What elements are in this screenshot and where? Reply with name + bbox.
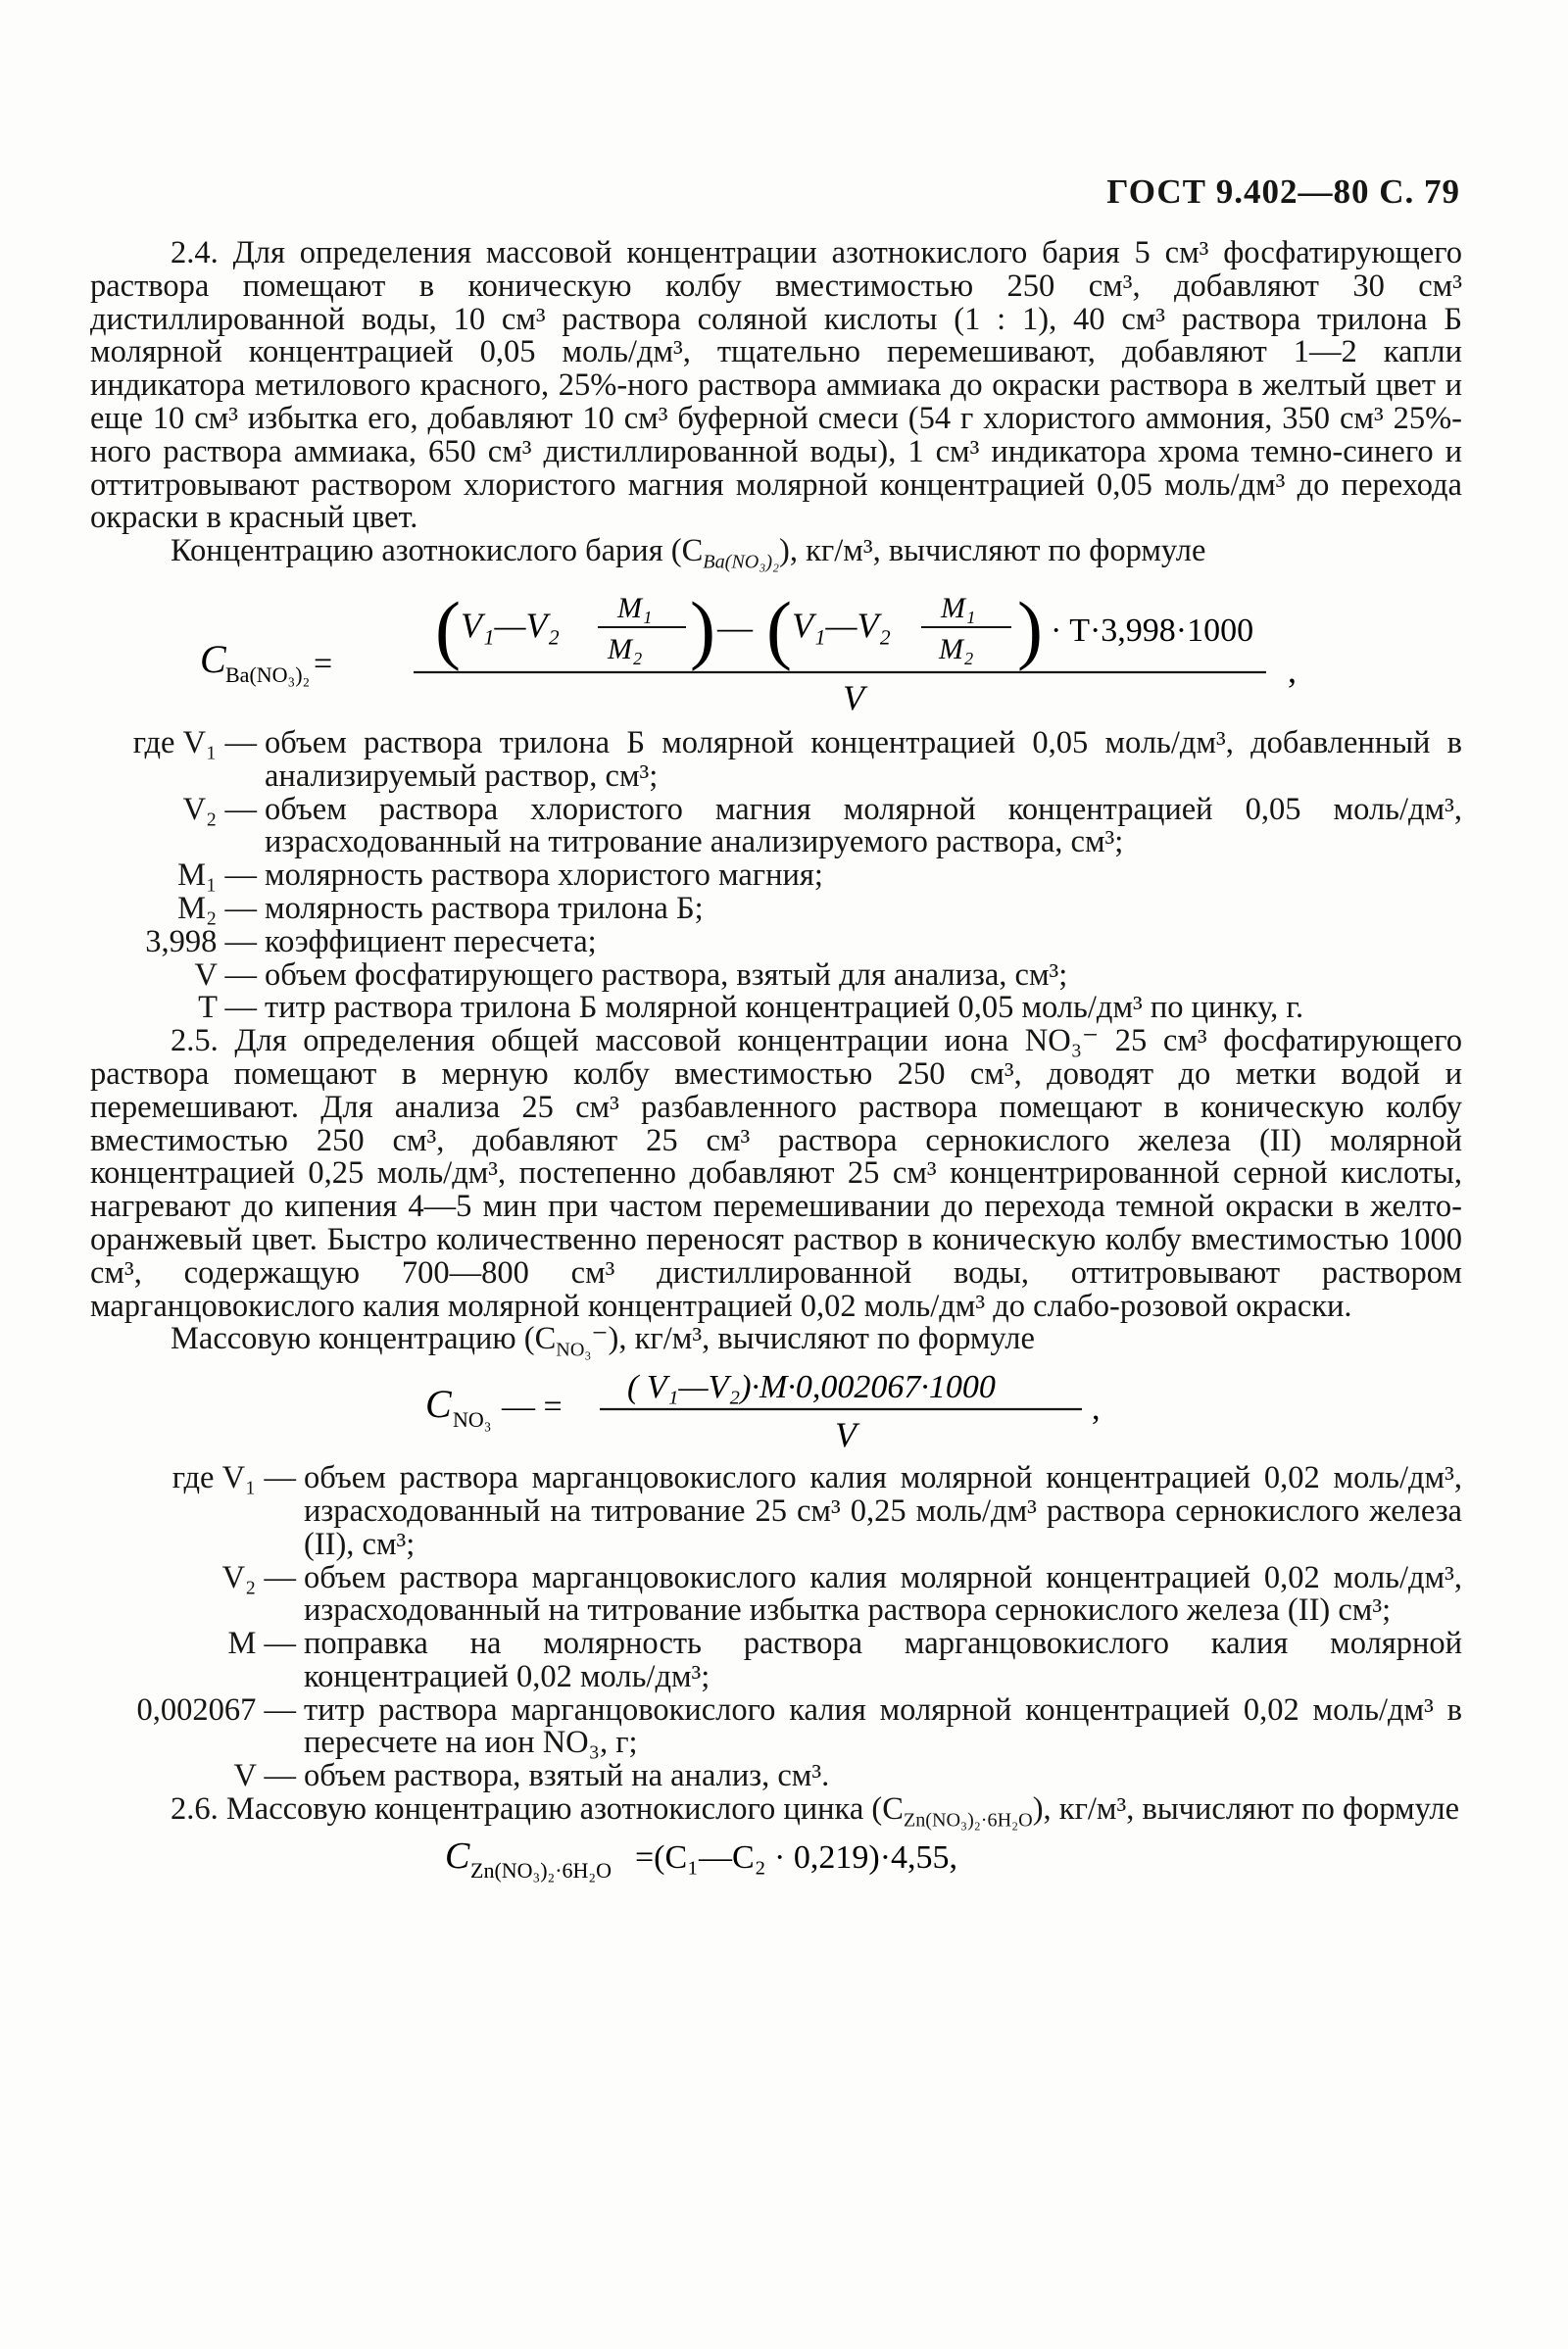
definition-row	[90, 1462, 1462, 1561]
formula-rhs: =(C₁—C₂ · 0,219)·4,55,	[635, 1838, 958, 1876]
definition-label: M₁ —	[177, 857, 257, 894]
section-2-5-formula-intro	[90, 1321, 1462, 1361]
page-header: ГОСТ 9.402—80 С. 79	[1106, 172, 1460, 211]
formula-comma: ,	[1092, 1391, 1101, 1428]
formula-lhs: C	[200, 636, 226, 681]
formula-m1b: M₁	[941, 591, 976, 624]
formula-v1-v2: V₁—V₂	[461, 605, 561, 645]
definition-row	[90, 956, 1462, 993]
section-2-6-subscript: Zn(NO₃)₂·6H₂O	[903, 1809, 1033, 1832]
section-2-4-paragraph: 2.4. Для определения массовой концентрации азотнокислого бария 5 см³ фосфатирующего раствора помещают в коническую колбу вместимостью 250 см³, добавляют 30 см³ дистиллированной воды, 10 см³ раствора соляной кислоты (1 : 1), 40 см³ раствора трилона Б молярной концентрацией 0,05 моль/дм³, тщательно перемешивают, добавляют 1—2 капли индикатора метилового красного, 25%-ного раствора аммиака до окраски раствора в желтый цвет и еще 10 см³ избытка его, добавляют 10 см³ буферной смеси (54 г хлористого аммония, 350 см³ 25%-ного раствора аммиака, 650 см³ дистиллированной воды), 1 см³ индикатора хрома темно-синего и оттитровывают раствором хлористого магния молярной концентрацией 0,05 моль/дм³ до перехода окраски в красный цвет.	[90, 235, 1462, 536]
definition-label: где V₁ —	[132, 724, 257, 760]
formula-numerator: ( V₁—V₂)·M·0,002067·1000	[627, 1369, 996, 1406]
formula-intro-text: Массовую концентрацию (C	[171, 1321, 557, 1357]
formula-barium-nitrate-svg	[90, 576, 1462, 723]
definition-label: 0,002067 —	[136, 1691, 296, 1728]
formula-lhs: C	[425, 1382, 452, 1427]
paren-left-1: (	[435, 585, 461, 671]
definition-row	[90, 992, 1462, 1025]
formula-numerator-tail: · T·3,998·1000	[1051, 612, 1254, 649]
formula-equals: =	[314, 645, 333, 682]
definition-text: объем раствора марганцовокислого калия молярной концентрацией 0,02 моль/дм³, израсходованный на титрование избытка раствора сернокислого железа (II) см³;	[304, 1559, 1462, 1629]
definition-text: коэффициент пересчета;	[265, 923, 597, 959]
definition-row	[90, 890, 1462, 926]
paren-right-2: )	[1017, 585, 1043, 671]
formula-minus: —	[717, 607, 753, 647]
formula-denominator: V	[843, 677, 864, 717]
definition-label: M₂ —	[177, 890, 257, 926]
section-2-6-text: 2.6. Массовую концентрацию азотнокислого цинка (C	[171, 1791, 904, 1828]
section-2-6-text-tail: ), кг/м³, вычисляют по формуле	[1032, 1791, 1460, 1828]
definition-text: объем раствора трилона Б молярной концентрацией 0,05 моль/дм³, добавленный в анализируемый раствор, см³;	[265, 724, 1462, 794]
definition-text: молярность раствора хлористого магния;	[265, 857, 823, 894]
definition-text: объем раствора, взятый на анализ, см³.	[304, 1758, 830, 1794]
formula-intro-text: Концентрацию азотнокислого бария (C	[171, 533, 704, 569]
formula-barium-nitrate	[90, 576, 1462, 723]
formula-lhs-subscript: NO₃	[453, 1407, 492, 1433]
definition-text: молярность раствора трилона Б;	[265, 890, 704, 926]
definition-label: V₂ —	[221, 1559, 296, 1595]
definition-row	[90, 1691, 1462, 1761]
formula-lhs: C	[445, 1835, 470, 1877]
definition-label: V —	[194, 956, 257, 993]
section-2-6-paragraph	[90, 1791, 1462, 1832]
paren-left-2: (	[766, 585, 792, 671]
definition-text: объем фосфатирующего раствора, взятый для анализа, см³;	[265, 956, 1068, 993]
formula-intro-subscript: NO₃	[556, 1339, 592, 1361]
definition-label: M —	[227, 1626, 296, 1662]
paren-right-1: )	[690, 585, 715, 671]
definition-label: V₂ —	[182, 791, 257, 827]
formula-zinc-nitrate-svg	[90, 1829, 1462, 1887]
formula-v1-v2b: V₁—V₂	[792, 605, 892, 645]
formula-denominator: V	[835, 1415, 857, 1455]
definition-label: где V₁ —	[172, 1460, 296, 1496]
formula-nitrate-ion	[90, 1360, 1462, 1458]
definition-row	[90, 859, 1462, 893]
definition-text: титр раствора марганцовокислого калия молярной концентрацией 0,02 моль/дм³ в пересчете на ион NO₃, г;	[304, 1691, 1462, 1761]
definition-row	[90, 1628, 1462, 1694]
definition-row	[90, 923, 1462, 959]
document-body	[90, 237, 1462, 1889]
formula-intro-text-tail: ), кг/м³, вычисляют по формуле	[779, 533, 1206, 569]
definition-label: T —	[198, 990, 257, 1026]
definition-label: 3,998 —	[145, 923, 257, 959]
formula-nitrate-ion-svg	[90, 1360, 1462, 1458]
formula-zinc-nitrate	[90, 1829, 1462, 1887]
definition-row	[90, 791, 1462, 860]
formula-intro-text-tail: ⁻), кг/м³, вычисляют по формуле	[591, 1321, 1035, 1357]
formula-comma: ,	[1288, 650, 1297, 690]
definition-row	[90, 1559, 1462, 1629]
formula-lhs-subscript: Zn(NO₃)₂·6H₂O	[470, 1857, 612, 1883]
definition-row	[90, 724, 1462, 794]
section-2-4-formula-intro	[90, 533, 1462, 573]
definition-text: поправка на молярность раствора марганцовокислого калия молярной концентрацией 0,02 моль/дм³;	[304, 1626, 1462, 1694]
definition-row	[90, 1760, 1462, 1793]
formula-m2b: M₂	[939, 632, 974, 665]
section-2-5-definitions	[90, 1462, 1462, 1793]
section-2-5-paragraph: 2.5. Для определения общей массовой концентрации иона NO₃⁻ 25 см³ фосфатирующего раствора помещают в мерную колбу вместимостью 250 см³, доводят до метки водой и перемешивают. Для анализа 25 см³ разбавленного раствора помещают в коническую колбу вместимостью 250 см³, добавляют 25 см³ раствора сернокислого железа (II) молярной концентрацией 0,25 моль/дм³, постепенно добавляют 25 см³ концентрированной серной кислоты, нагревают до кипения 4—5 мин при частом перемешивании до перехода темной окраски в желто-оранжевый цвет. Быстро количественно переносят раствор в коническую колбу вместимостью 1000 см³, содержащую 700—800 см³ дистиллированной воды, оттитровывают раствором марганцовокислого калия молярной концентрацией 0,02 моль/дм³ до слабо-розовой окраски.	[90, 1023, 1462, 1324]
formula-m2: M₂	[608, 632, 643, 665]
section-2-4-definitions	[90, 724, 1462, 1026]
definition-label: V —	[233, 1758, 296, 1794]
definition-text: объем раствора хлористого магния молярной концентрацией 0,05 моль/дм³, израсходованный на титрование анализируемого раствора, см³;	[265, 791, 1462, 860]
formula-lhs-subscript: Ba(NO₃)₂	[225, 661, 311, 687]
formula-m1: M₁	[617, 591, 653, 624]
definition-text: объем раствора марганцовокислого калия молярной концентрацией 0,02 моль/дм³, израсходованный на титрование 25 см³ 0,25 моль/дм³ раствора сернокислого железа (II), см³;	[304, 1460, 1462, 1562]
formula-intro-subscript: Ba(NO₃)₂	[703, 551, 780, 573]
formula-equals: — =	[502, 1389, 563, 1426]
definition-text: титр раствора трилона Б молярной концентрацией 0,05 моль/дм³ по цинку, г.	[265, 990, 1304, 1026]
